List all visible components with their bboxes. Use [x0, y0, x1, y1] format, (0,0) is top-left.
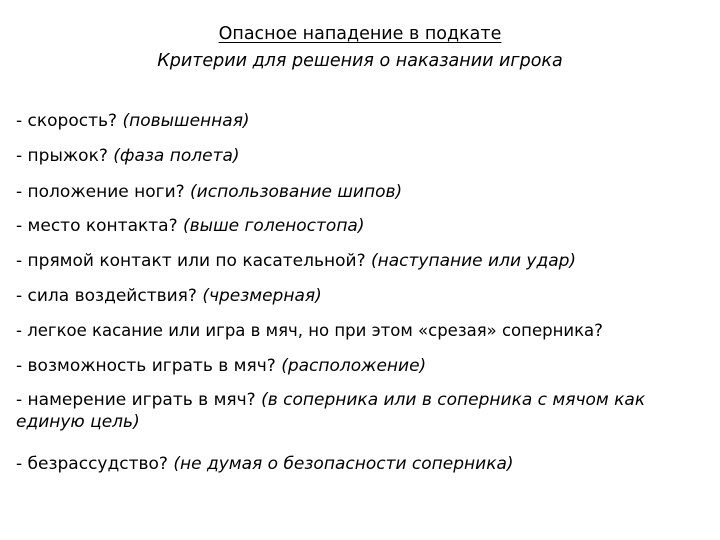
- criterion-item: [16, 285, 711, 307]
- criterion-note: (использование шипов): [190, 182, 403, 202]
- criterion-note: (выше голеностопа): [183, 216, 365, 236]
- criterion-item: [16, 145, 711, 167]
- criterion-text: - скорость?: [16, 111, 123, 131]
- criterion-note: (расположение): [281, 356, 427, 376]
- slide-title: Опасное нападение в подкате: [218, 24, 502, 44]
- criterion-item: [16, 453, 711, 475]
- criterion-text: - место контакта?: [16, 216, 183, 236]
- criterion-note: (не думая о безопасности соперника): [173, 454, 514, 474]
- criterion-note: (повышенная): [122, 111, 250, 131]
- criterion-text: - прыжок?: [16, 146, 114, 166]
- criterion-note: (наступание или удар): [371, 251, 577, 271]
- criterion-item: [16, 250, 711, 272]
- criterion-item: [16, 215, 711, 237]
- criterion-text: - положение ноги?: [16, 182, 191, 202]
- criterion-text: - сила воздействия?: [16, 286, 203, 306]
- criterion-item: [16, 320, 711, 342]
- criterion-text: - прямой контакт или по касательной?: [16, 251, 371, 271]
- criterion-text: - безрассудство?: [16, 454, 174, 474]
- criterion-item: [16, 181, 711, 203]
- criterion-note: (фаза полета): [113, 146, 240, 166]
- slide-subtitle: Критерии для решения о наказании игрока: [157, 51, 563, 71]
- criterion-note: (чрезмерная): [202, 286, 322, 306]
- criterion-note: (в соперника или в соперника с мячом как единую цель): [16, 390, 646, 432]
- criterion-item: [16, 355, 711, 377]
- criterion-text: - возможность играть в мяч?: [16, 356, 282, 376]
- criterion-item: [16, 389, 696, 433]
- criterion-item: [16, 110, 711, 132]
- criterion-text: - намерение играть в мяч?: [16, 390, 262, 410]
- criterion-text: - легкое касание или игра в мяч, но при этом «срезая» соперника?: [16, 321, 603, 340]
